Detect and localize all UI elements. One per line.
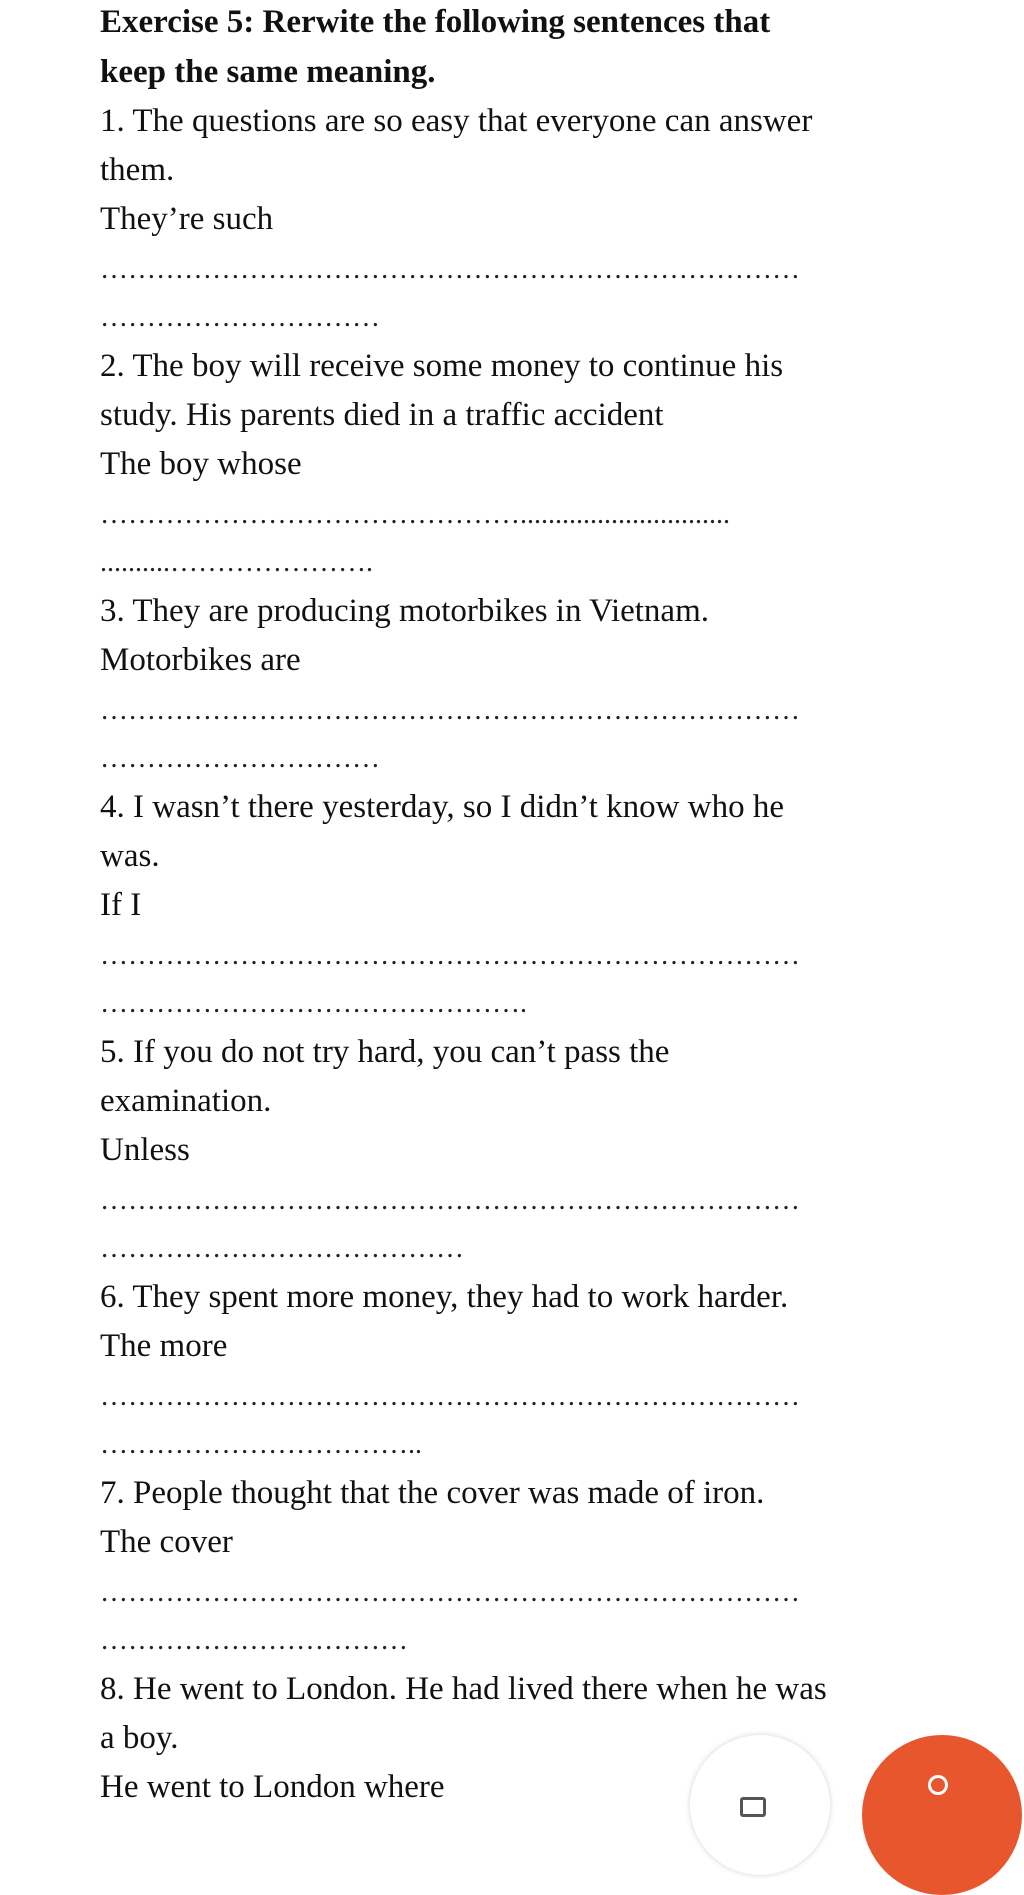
answer-line: ………………………………………………………………… — [100, 254, 800, 285]
question-3-line-1: 3. They are producing motorbikes in Vietnam. — [100, 593, 710, 629]
question-1-prompt: They’re such — [100, 201, 274, 237]
answer-line: ………………………… — [100, 743, 380, 774]
document-icon — [740, 1797, 766, 1817]
question-5-line-2: examination. — [100, 1083, 272, 1119]
answer-line: ..........…………………. — [100, 547, 373, 578]
question-2-line-1: 2. The boy will receive some money to continue his — [100, 348, 784, 384]
person-icon — [928, 1775, 948, 1795]
answer-line: ……………………………………….............................. — [100, 499, 730, 530]
question-7-prompt: The cover — [100, 1524, 233, 1560]
question-6-line-1: 6. They spent more money, they had to work harder. — [100, 1279, 789, 1315]
answer-line: …………………………….. — [100, 1429, 422, 1460]
question-3-prompt: Motorbikes are — [100, 642, 301, 678]
question-4-line-1: 4. I wasn’t there yesterday, so I didn’t know who he — [100, 789, 784, 825]
question-1-line-2: them. — [100, 152, 175, 188]
answer-line: ………………………………… — [100, 1233, 464, 1264]
question-4-prompt: If I — [100, 887, 142, 923]
answer-line: ………………………………………. — [100, 988, 527, 1019]
question-7-line-1: 7. People thought that the cover was made of iron. — [100, 1475, 765, 1511]
answer-line: ………………………………………………………………… — [100, 1381, 800, 1412]
answer-line: ………………………………………………………………… — [100, 1185, 800, 1216]
question-6-prompt: The more — [100, 1328, 228, 1364]
answer-line: ………………………………………………………………… — [100, 940, 800, 971]
question-2-line-2: study. His parents died in a traffic accident — [100, 397, 664, 433]
document-button[interactable] — [690, 1735, 830, 1875]
question-4-line-2: was. — [100, 838, 160, 874]
question-8-line-1: 8. He went to London. He had lived there when he was — [100, 1671, 827, 1707]
question-1-line-1: 1. The questions are so easy that everyone can answer — [100, 103, 813, 139]
question-8-line-2: a boy. — [100, 1720, 179, 1756]
answer-line: ………………………………………………………………… — [100, 1577, 800, 1608]
answer-line: …………………………… — [100, 1625, 408, 1656]
exercise-title-line-2: keep the same meaning. — [100, 54, 436, 90]
question-5-prompt: Unless — [100, 1132, 190, 1168]
profile-button[interactable] — [862, 1735, 1022, 1895]
answer-line: ………………………………………………………………… — [100, 695, 800, 726]
exercise-title-line-1: Exercise 5: Rerwite the following sentences that — [100, 4, 771, 40]
question-8-prompt: He went to London where — [100, 1769, 445, 1805]
question-2-prompt: The boy whose — [100, 446, 302, 482]
question-5-line-1: 5. If you do not try hard, you can’t pass the — [100, 1034, 670, 1070]
answer-line: ………………………… — [100, 302, 380, 333]
